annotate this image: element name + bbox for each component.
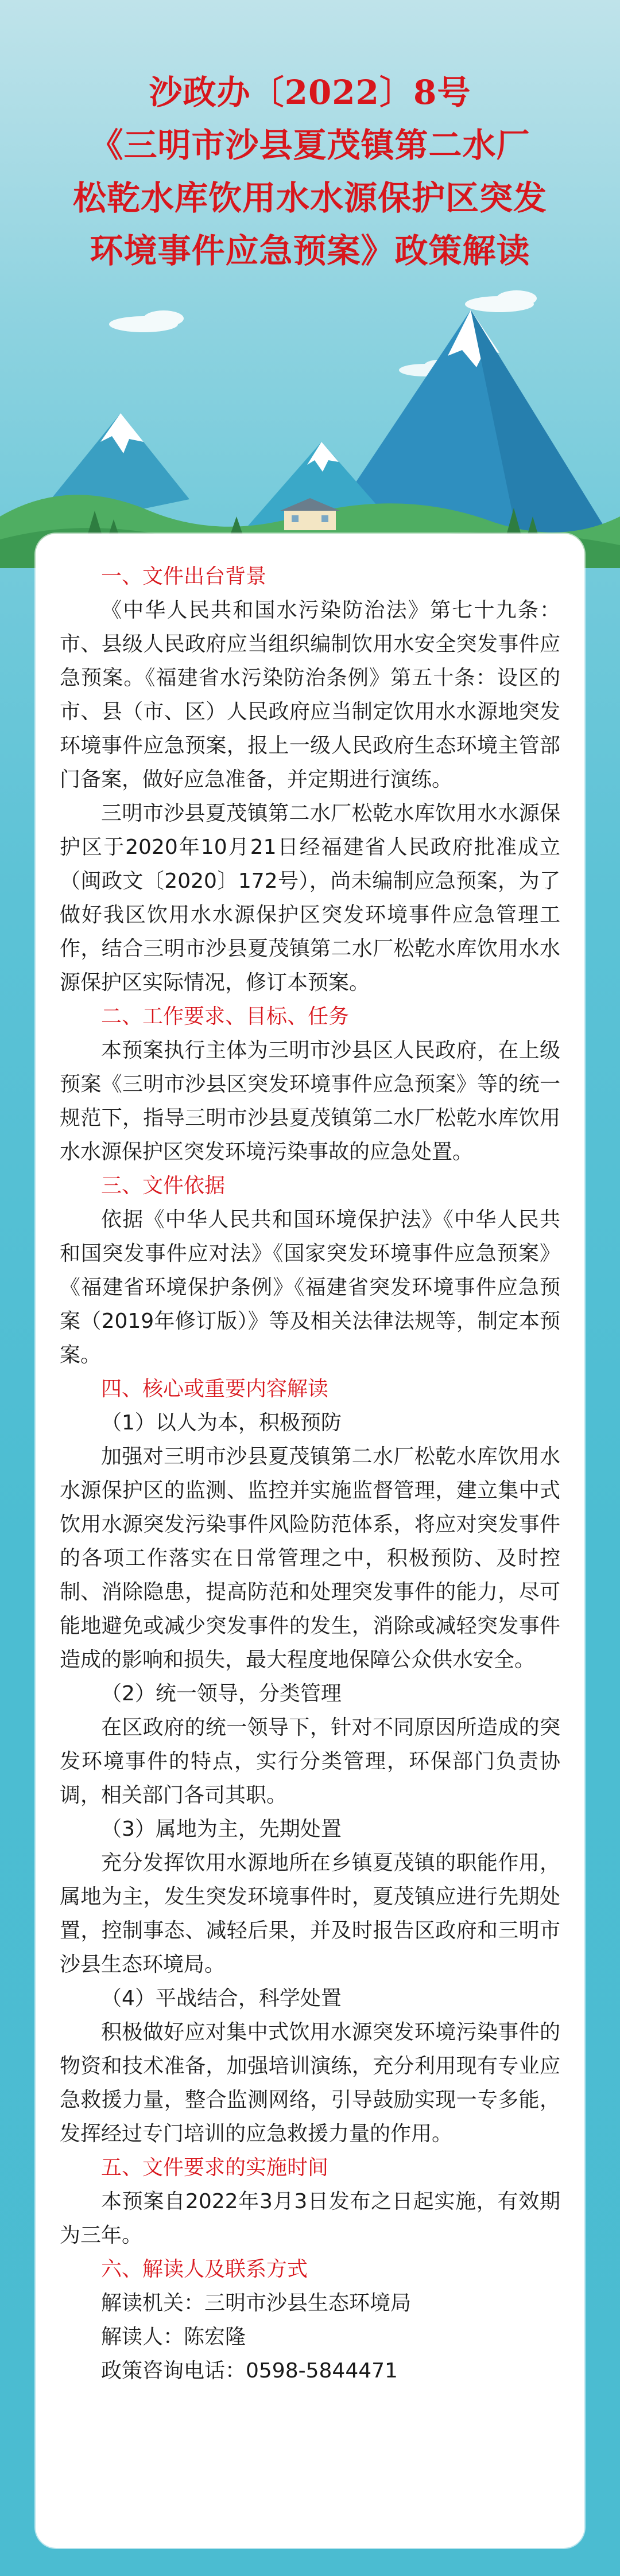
contact-agency: 解读机关：三明市沙县生态环境局 — [101, 2291, 412, 2315]
contact-person: 解读人：陈宏隆 — [101, 2325, 246, 2349]
paragraph: 依据《中华人民共和国环境保护法》《中华人民共和国突发事件应对法》《国家突发环境事件应急预案》《福建省环境保护条例》《福建省突发环境事件应急预案（2019年修订版）》等及相关法律法规等，制定本预案。 — [60, 1208, 560, 1367]
contact-phone: 政策咨询电话：0598-5844471 — [101, 2359, 398, 2383]
section-heading-contact: 六、解读人及联系方式 — [101, 2258, 308, 2281]
paragraph: 三明市沙县夏茂镇第二水厂松乾水库饮用水水源保护区于2020年10月21日经福建省人民政府批准成立（闽政文〔2020〕172号），尚未编制应急预案，为了做好我区饮用水水源保护区突发环境事件应急管理工作，结合三明市沙县夏茂镇第二水厂松乾水库饮用水水源保护区实际情况，修订本预案。 — [60, 802, 560, 994]
cloud-icon — [465, 290, 537, 312]
subheading: （2）统一领导，分类管理 — [101, 1682, 342, 1705]
section-heading-requirements: 二、工作要求、目标、任务 — [101, 1005, 350, 1028]
section-heading-background: 一、文件出台背景 — [101, 565, 267, 588]
subheading: （3）属地为主，先期处置 — [101, 1817, 342, 1841]
document-body — [60, 560, 560, 2388]
cloud-icon — [109, 310, 184, 332]
title-line-1: 沙政办〔2022〕8号 — [149, 73, 471, 112]
paragraph: 《中华人民共和国水污染防治法》第七十九条：市、县级人民政府应当组织编制饮用水安全突发事件应急预案。《福建省水污染防治条例》第五十条：设区的市、县（市、区）人民政府应当制定饮用水水源地突发环境事件应急预案，报上一级人民政府生态环境主管部门备案，做好应急准备，并定期进行演练。 — [60, 599, 560, 791]
paragraph: 本预案执行主体为三明市沙县区人民政府，在上级预案《三明市沙县区突发环境事件应急预案》等的统一规范下，指导三明市沙县夏茂镇第二水厂松乾水库饮用水水源保护区突发环境污染事故的应急处置。 — [60, 1039, 560, 1164]
section-heading-basis: 三、文件依据 — [101, 1174, 226, 1198]
page-header — [0, 0, 620, 574]
paragraph: 充分发挥饮用水源地所在乡镇夏茂镇的职能作用，属地为主，发生突发环境事件时，夏茂镇应进行先期处置，控制事态、减轻后果，并及时报告区政府和三明市沙县生态环境局。 — [60, 1851, 560, 1976]
subheading: （4）平战结合，科学处置 — [101, 1987, 342, 2010]
document-title — [0, 66, 620, 277]
subheading: （1）以人为本，积极预防 — [101, 1411, 342, 1435]
paragraph: 在区政府的统一领导下，针对不同原因所造成的突发环境事件的特点，实行分类管理，环保部门负责协调，相关部门各司其职。 — [60, 1716, 560, 1807]
title-line-3: 松乾水库饮用水水源保护区突发 — [72, 178, 547, 217]
paragraph: 本预案自2022年3月3日发布之日起实施，有效期为三年。 — [60, 2190, 560, 2247]
mountain-landscape-illustration — [0, 270, 620, 568]
title-line-4: 环境事件应急预案》政策解读 — [90, 231, 530, 270]
section-heading-implementation-time: 五、文件要求的实施时间 — [101, 2156, 329, 2179]
paragraph: 加强对三明市沙县夏茂镇第二水厂松乾水库饮用水水源保护区的监测、监控并实施监督管理，建立集中式饮用水源突发污染事件风险防范体系，将应对突发事件的各项工作落实在日常管理之中，积极预防、及时控制、消除隐患，提高防范和处理突发事件的能力，尽可能地避免或减少突发事件的发生，消除或减轻突发事件造成的影响和损失，最大程度地保障公众供水安全。 — [60, 1445, 560, 1672]
title-line-2: 《三明市沙县夏茂镇第二水厂 — [90, 126, 530, 165]
section-heading-core-content: 四、核心或重要内容解读 — [101, 1377, 329, 1401]
paragraph: 积极做好应对集中式饮用水源突发环境污染事件的物资和技术准备，加强培训演练，充分利用现有专业应急救援力量，整合监测网络，引导鼓励实现一专多能，发挥经过专门培训的应急救援力量的作用。 — [60, 2021, 560, 2146]
